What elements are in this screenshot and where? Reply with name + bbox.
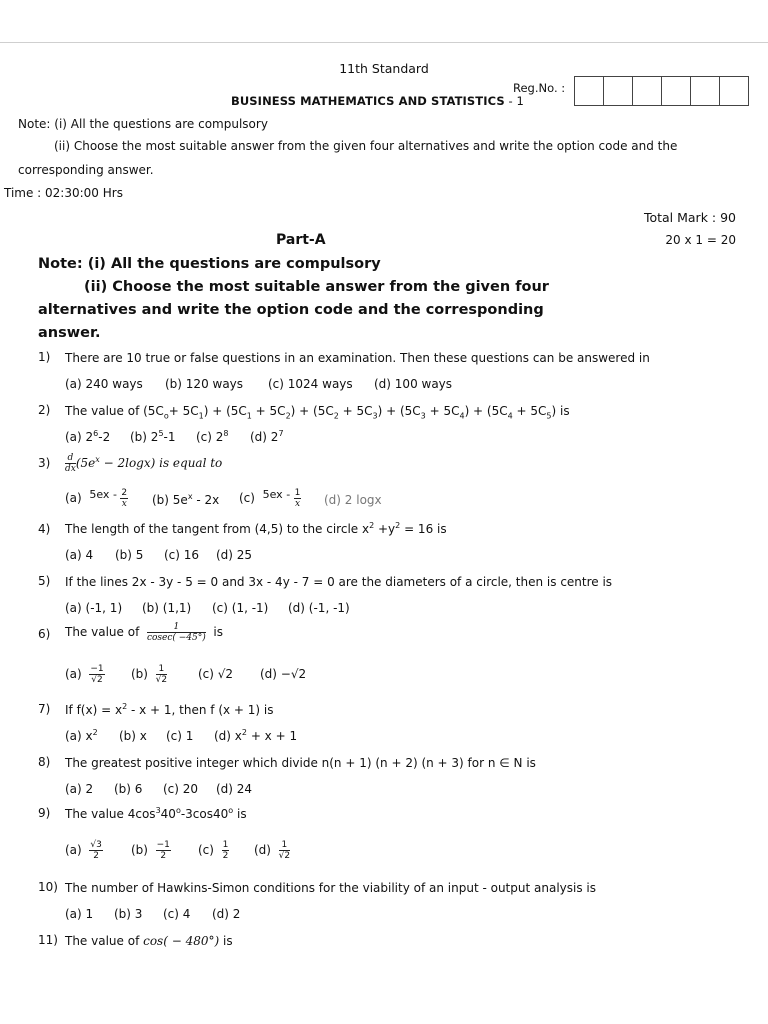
option-c: (c) √2 bbox=[198, 667, 234, 681]
question-text: $\frac{d}{dx}$ $(5e^x - 2\log x)$ is equal to bbox=[65, 453, 223, 474]
option-d: (d) $2^7$ bbox=[250, 429, 284, 444]
option-a: (a) $2^6-2$ bbox=[65, 429, 111, 444]
option-d: (d) $\frac{1}{√2}$ bbox=[254, 840, 291, 861]
question-text: If $f(x) = x^2 - x + 1$, then f (x + 1) is bbox=[65, 702, 274, 717]
option-c: (c) 5ex - $\frac{1}{x}$ bbox=[239, 488, 301, 509]
part-note-line-3: alternatives and write the option code and the corresponding bbox=[38, 302, 544, 318]
option-a: (a) 240 ways bbox=[65, 377, 143, 391]
derivative-fraction: $\frac{d}{dx}$ bbox=[65, 453, 76, 474]
exam-time: Time : 02:30:00 Hrs bbox=[4, 186, 123, 200]
option-c: (c) 20 bbox=[163, 782, 199, 796]
option-d: (d) −√2 bbox=[260, 667, 307, 681]
option-c: (c) 4 bbox=[163, 907, 191, 921]
reg-no-label: Reg.No. : bbox=[513, 81, 566, 95]
part-note-line-4: answer. bbox=[38, 325, 101, 341]
part-note-line-1: Note: (i) All the questions are compulsory bbox=[38, 256, 381, 272]
part-marks: 20 x 1 = 20 bbox=[665, 233, 736, 247]
question-number: 6) bbox=[38, 627, 51, 641]
part-title: Part-A bbox=[276, 232, 326, 248]
reg-no-box[interactable] bbox=[691, 77, 720, 105]
option-b: (b) 120 ways bbox=[165, 377, 244, 391]
subject-suffix: - 1 bbox=[504, 94, 524, 108]
option-a: (a) $\frac{√3}{2}$ bbox=[65, 840, 102, 861]
option-a: (a) 2 bbox=[65, 782, 94, 796]
question-number: 11) bbox=[38, 933, 58, 947]
reg-no-box[interactable] bbox=[575, 77, 604, 105]
option-b: (b) $5e^x - 2x$ bbox=[152, 492, 220, 507]
question-number: 2) bbox=[38, 403, 51, 417]
reg-no-box[interactable] bbox=[604, 77, 633, 105]
option-b: (b) 3 bbox=[114, 907, 143, 921]
question-text: If the lines 2x - 3y - 5 = 0 and 3x - 4y - 7 = 0 are the diameters of a circle, then is centre is bbox=[65, 575, 613, 589]
reg-no-box[interactable] bbox=[662, 77, 691, 105]
option-b: (b) (1,1) bbox=[142, 601, 192, 615]
question-text: The value of $\frac{1}{cosec( -45^\circ)}$ is bbox=[65, 622, 223, 643]
note-line-1: Note: (i) All the questions are compulsory bbox=[18, 117, 268, 131]
question-text: The value $4\cos^340^o-3\cos 40^o$ is bbox=[65, 806, 247, 821]
option-d: (d) 25 bbox=[216, 548, 253, 562]
question-text: The greatest positive integer which divide n(n + 1) (n + 2) (n + 3) for n ∈ N is bbox=[65, 756, 536, 770]
note-line-3: corresponding answer. bbox=[18, 163, 154, 177]
option-b: (b) x bbox=[119, 729, 147, 743]
question-text: The number of Hawkins-Simon conditions for the viability of an input - output analysis is bbox=[65, 881, 596, 895]
question-number: 10) bbox=[38, 880, 58, 894]
reg-no-box[interactable] bbox=[633, 77, 662, 105]
question-number: 3) bbox=[38, 456, 51, 470]
option-a: (a) 1 bbox=[65, 907, 94, 921]
option-a: (a) $x^2$ bbox=[65, 728, 98, 743]
option-d: (d) (-1, -1) bbox=[288, 601, 350, 615]
option-b: (b) $\frac{-1}{2}$ bbox=[131, 840, 170, 861]
reg-no-boxes[interactable] bbox=[574, 76, 749, 106]
question-number: 4) bbox=[38, 522, 51, 536]
option-a: (a) (-1, 1) bbox=[65, 601, 123, 615]
option-b: (b) 5 bbox=[115, 548, 144, 562]
option-b: (b) 6 bbox=[114, 782, 143, 796]
option-a: (a) 5ex - $\frac{2}{x}$ bbox=[65, 488, 128, 509]
question-text: The value of cos( − 480°) is bbox=[65, 934, 233, 948]
option-a: (a) 4 bbox=[65, 548, 94, 562]
question-number: 7) bbox=[38, 702, 51, 716]
question-number: 8) bbox=[38, 755, 51, 769]
option-d: (d) 100 ways bbox=[374, 377, 453, 391]
option-c: (c) 16 bbox=[164, 548, 200, 562]
subject-title bbox=[231, 94, 524, 108]
subject-name: BUSINESS MATHEMATICS AND STATISTICS bbox=[231, 94, 505, 108]
option-c: (c) 1 bbox=[166, 729, 194, 743]
question-text: There are 10 true or false questions in an examination. Then these questions can be answered in bbox=[65, 351, 650, 365]
option-d: (d) 2 bbox=[212, 907, 241, 921]
question-number: 9) bbox=[38, 806, 51, 820]
question-text: The value of $(5C_o+ 5C_1) + (5C_1 + 5C_2) + (5C_2 + 5C_3) + (5C_3 + 5C_4) + (5C_4 + 5C_5)$ is bbox=[65, 404, 570, 421]
question-number: 1) bbox=[38, 350, 51, 364]
question-text: The length of the tangent from (4,5) to the circle $x^2 +y^2 = 16$ is bbox=[65, 521, 447, 536]
standard-label: 11th Standard bbox=[339, 61, 429, 76]
option-c: (c) (1, -1) bbox=[212, 601, 269, 615]
option-b: (b) $\frac{1}{√2}$ bbox=[131, 664, 168, 685]
option-a: (a) $\frac{-1}{√2}$ bbox=[65, 664, 104, 685]
option-c: (c) $\frac{1}{2}$ bbox=[198, 840, 229, 861]
option-b: (b) $2^5-1$ bbox=[130, 429, 176, 444]
question-number: 5) bbox=[38, 574, 51, 588]
note-line-2: (ii) Choose the most suitable answer from the given four alternatives and write the option code and the bbox=[54, 139, 678, 153]
option-d: (d) 24 bbox=[216, 782, 253, 796]
option-d: (d) $x^2 + x + 1$ bbox=[214, 728, 298, 743]
page-top-border bbox=[0, 42, 768, 43]
reg-no-box[interactable] bbox=[720, 77, 748, 105]
total-mark: Total Mark : 90 bbox=[643, 210, 736, 225]
part-note-line-2: (ii) Choose the most suitable answer from the given four bbox=[84, 279, 549, 295]
option-c: (c) 1024 ways bbox=[268, 377, 353, 391]
option-d: (d) 2 logx bbox=[324, 493, 382, 507]
option-c: (c) $2^8$ bbox=[196, 429, 229, 444]
